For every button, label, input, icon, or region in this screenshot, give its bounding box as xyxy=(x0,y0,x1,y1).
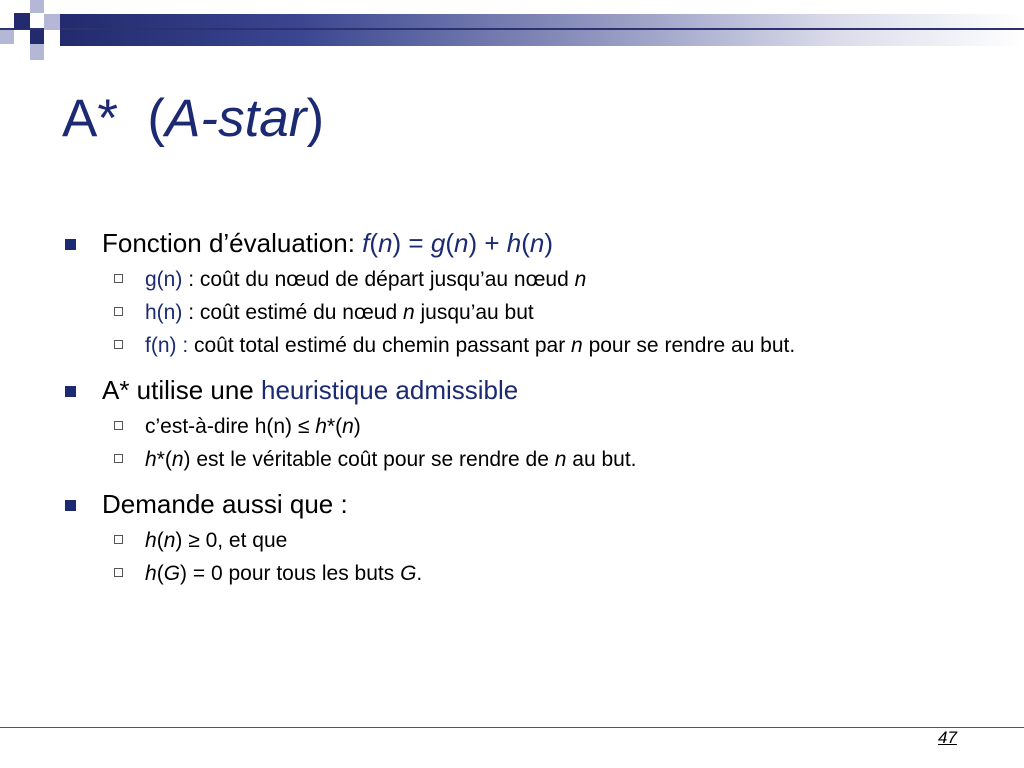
text-run: Demande aussi que : xyxy=(102,489,348,519)
footer-rule xyxy=(0,727,1024,728)
sub-bullet-item xyxy=(62,527,935,554)
text-run: ) = 0 pour tous les buts xyxy=(180,562,401,585)
text-run: h xyxy=(145,562,157,585)
text-run: n xyxy=(453,228,469,258)
text-run: h(n) xyxy=(145,301,183,324)
hollow-square-bullet-icon xyxy=(114,307,123,316)
sub-bullet-item xyxy=(62,332,935,359)
spacer xyxy=(62,359,962,373)
sub-bullet-item xyxy=(62,299,935,326)
text-run: ) est le véritable coût pour se rendre de xyxy=(183,448,555,471)
text-run: ( xyxy=(156,562,164,585)
text-run: ( xyxy=(156,529,164,552)
text-run: g(n) xyxy=(145,268,183,291)
square-bullet-icon xyxy=(65,500,76,511)
text-run: au but. xyxy=(566,448,637,471)
text-run: : coût estimé du nœud xyxy=(182,301,403,324)
text-run: n xyxy=(554,448,567,471)
text-run: ( xyxy=(445,228,454,258)
text-run: ) xyxy=(353,415,361,438)
text-run: pour se rendre au but. xyxy=(582,334,796,357)
title-italic: A-star xyxy=(165,89,307,148)
slide-title xyxy=(62,89,325,148)
text-run: . xyxy=(416,562,423,585)
text-run: c’est-à-dire h(n) ≤ xyxy=(145,415,316,438)
text-run: f xyxy=(362,228,370,258)
text-run: coût total estimé du chemin passant par xyxy=(188,334,572,357)
text-run: h xyxy=(506,228,522,258)
text-run: ( xyxy=(369,228,379,258)
hollow-square-bullet-icon xyxy=(114,421,123,430)
text-run: : coût du nœud de départ jusqu’au nœud xyxy=(182,268,575,291)
sub-bullet-item xyxy=(62,413,935,440)
deco-square xyxy=(30,0,44,13)
text-run: h xyxy=(315,415,327,438)
deco-square xyxy=(30,30,44,44)
text-run: G xyxy=(400,562,417,585)
hollow-square-bullet-icon xyxy=(114,340,123,349)
hollow-square-bullet-icon xyxy=(114,274,123,283)
deco-square xyxy=(30,44,44,60)
text-run: n xyxy=(571,334,583,357)
text-run: ) + xyxy=(468,228,507,258)
header-gradient-bar xyxy=(60,14,1024,46)
text-run: h xyxy=(145,529,157,552)
text-run: n xyxy=(342,415,354,438)
text-run: n xyxy=(378,228,393,258)
bullet-item xyxy=(62,487,962,521)
deco-square xyxy=(44,14,60,30)
header-rule xyxy=(0,28,1024,30)
title-close: ) xyxy=(306,89,325,148)
square-bullet-icon xyxy=(65,239,76,250)
text-run: *( xyxy=(326,415,343,438)
deco-square xyxy=(14,13,30,29)
text-run: G xyxy=(163,562,181,585)
sub-bullet-item xyxy=(62,446,935,473)
text-run: n xyxy=(529,228,545,258)
text-run: A* utilise une xyxy=(102,375,261,405)
text-run: jusqu’au but xyxy=(414,301,534,324)
spacer xyxy=(62,473,962,487)
bullet-item xyxy=(62,373,962,407)
text-run: *( xyxy=(156,448,172,471)
text-run: Fonction d’évaluation: xyxy=(102,228,363,258)
text-run: heuristique admissible xyxy=(260,375,519,405)
page-number: 47 xyxy=(938,728,957,747)
deco-square xyxy=(44,0,60,14)
title-text: A* ( xyxy=(62,89,166,148)
hollow-square-bullet-icon xyxy=(114,568,123,577)
text-run: f(n) : xyxy=(145,334,189,357)
text-run: g xyxy=(430,228,446,258)
hollow-square-bullet-icon xyxy=(114,454,123,463)
text-run: h xyxy=(145,448,157,471)
text-run: ) ≥ 0, et que xyxy=(175,529,288,552)
text-run: n xyxy=(402,301,415,324)
bullet-item xyxy=(62,226,962,260)
deco-square xyxy=(0,30,14,44)
hollow-square-bullet-icon xyxy=(114,535,123,544)
text-run: ) xyxy=(544,228,554,258)
square-bullet-icon xyxy=(65,386,76,397)
text-run: n xyxy=(171,448,184,471)
text-run: ( xyxy=(521,228,530,258)
text-run: ) = xyxy=(392,228,431,258)
sub-bullet-item xyxy=(62,266,935,293)
sub-bullet-item xyxy=(62,560,935,587)
slide-body xyxy=(62,226,962,587)
text-run: n xyxy=(163,529,176,552)
text-run: n xyxy=(574,268,587,291)
